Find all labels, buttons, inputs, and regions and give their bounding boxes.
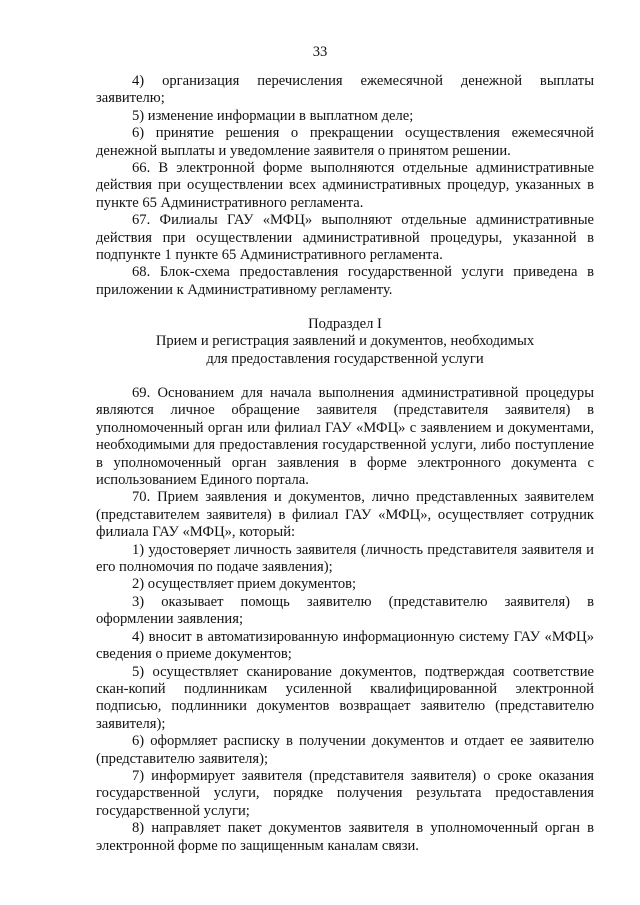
paragraph: 5) изменение информации в выплатном деле;	[132, 107, 414, 124]
upper-text-block	[96, 73, 594, 299]
subsection-heading	[96, 316, 594, 368]
subsection-label: Подраздел I	[308, 316, 382, 332]
paragraph: 70. Прием заявления и документов, лично представленных заявителем (представителем заявителя) в филиал ГАУ «МФЦ», осуществляет сотрудник филиала ГАУ «МФЦ», который:	[96, 489, 594, 541]
paragraph: 68. Блок-схема предоставления государственной услуги приведена в приложении к Административному регламенту.	[96, 264, 594, 298]
paragraph: 69. Основанием для начала выполнения административной процедуры являются личное обращение заявителя (представителя заявителя) в уполномоченный орган или филиал ГАУ «МФЦ» с заявлением и документами, необходимыми для предоставления государственной услуги, либо поступление в уполномоченный орган заявления в форме электронного документа с использованием Единого портала.	[96, 385, 594, 489]
list-item: 7) информирует заявителя (представителя заявителя) о сроке оказания государственной услуги, порядке получения результата предоставления государственной услуги;	[96, 767, 594, 819]
list-item: 6) оформляет расписку в получении документов и отдает ее заявителю (представителю заявителя);	[96, 733, 594, 767]
list-item: 8) направляет пакет документов заявителя в уполномоченный орган в электронной форме по защищенным каналам связи.	[96, 820, 594, 854]
lower-text-block	[96, 385, 594, 855]
paragraph: 66. В электронной форме выполняются отдельные административные действия при осуществлении всех административных процедур, указанных в пункте 65 Административного регламента.	[96, 160, 594, 211]
list-item: 3) оказывает помощь заявителю (представителю заявителя) в оформлении заявления;	[96, 593, 594, 628]
list-item: 2) осуществляет прием документов;	[132, 576, 357, 593]
page-number: 33	[312, 44, 328, 60]
subsection-title-line2: для предоставления государственной услуги	[206, 350, 484, 367]
list-item: 5) осуществляет сканирование документов, подтверждая соответствие скан-копий подлинникам усиленной квалифицированной электронной подписью, подлинники документов возвращает заявителю (представителю заявителя);	[96, 663, 594, 732]
paragraph: 4) организация перечисления ежемесячной денежной выплаты заявителю;	[96, 73, 594, 107]
subsection-title-line1: Прием и регистрация заявлений и документов, необходимых	[155, 333, 535, 350]
list-item: 1) удостоверяет личность заявителя (личность представителя заявителя и его полномочия по подаче заявления);	[96, 541, 594, 576]
paragraph: 6) принятие решения о прекращении осуществления ежемесячной денежной выплаты и уведомление заявителя о принятом решении.	[96, 125, 594, 159]
list-item: 4) вносит в автоматизированную информационную систему ГАУ «МФЦ» сведения о приеме документов;	[96, 628, 594, 663]
paragraph: 67. Филиалы ГАУ «МФЦ» выполняют отдельные административные действия при осуществлении административной процедуры, указанной в подпункте 1 пункте 65 Административного регламента.	[96, 212, 594, 264]
